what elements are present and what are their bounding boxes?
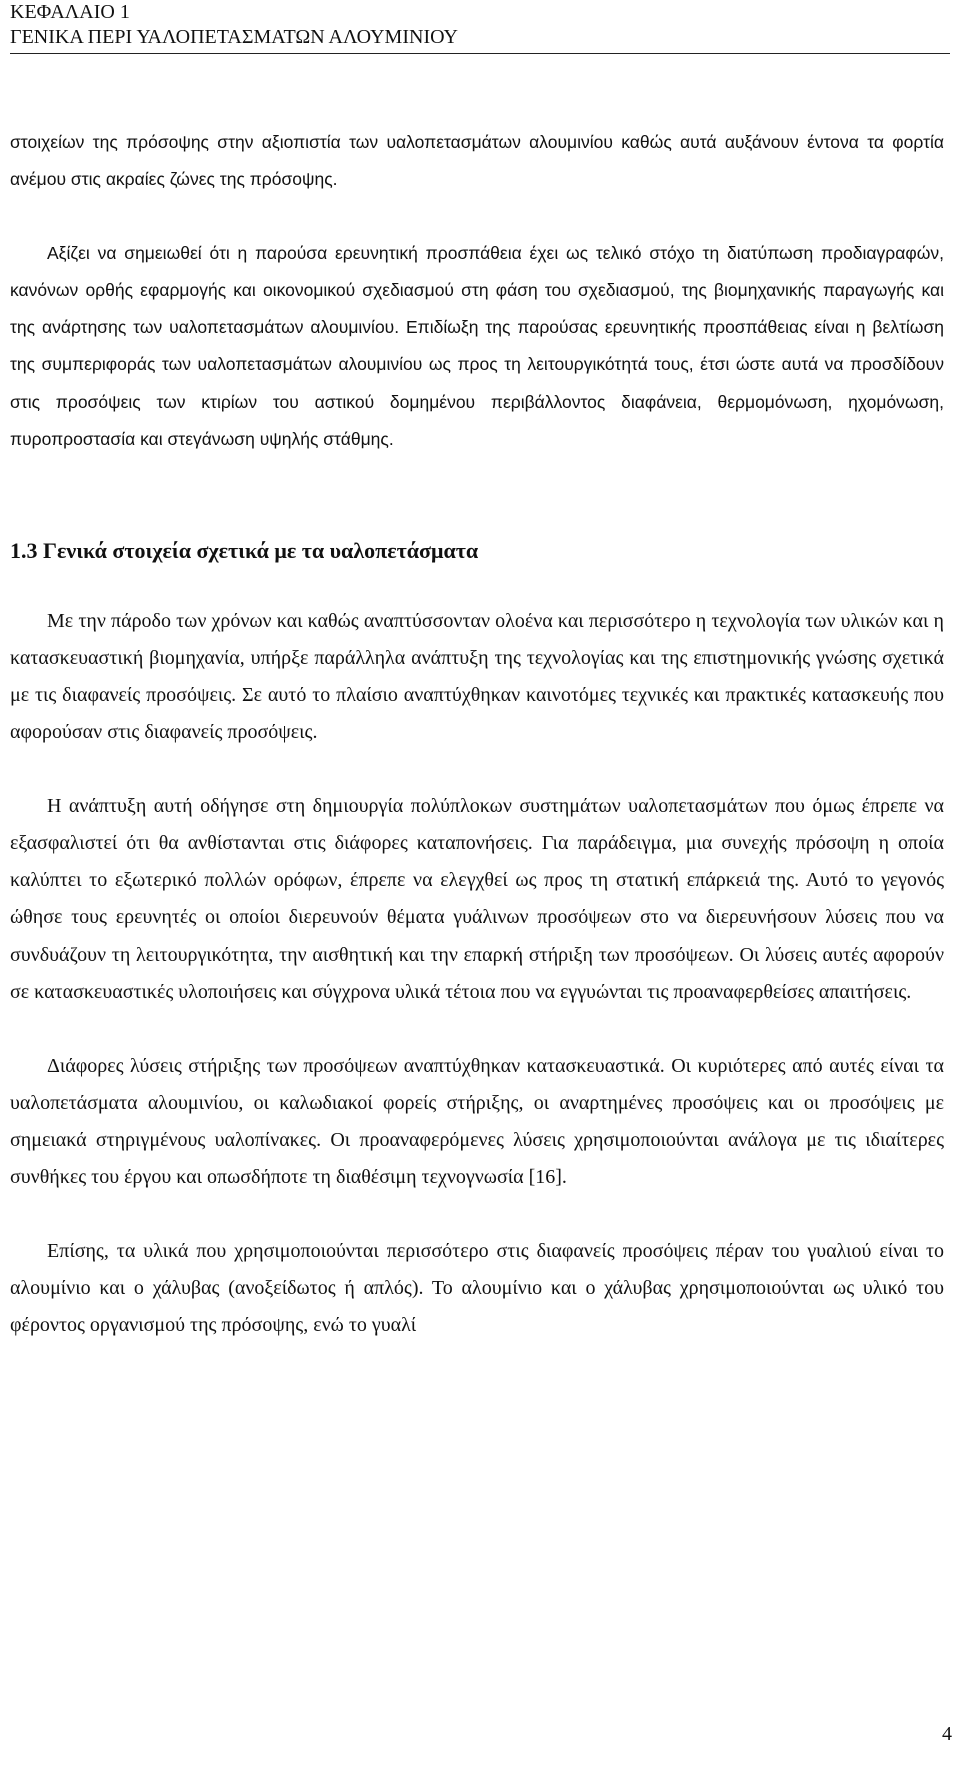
paragraph-3: Με την πάροδο των χρόνων και καθώς αναπτύσσονταν ολοένα και περισσότερο η τεχνολογία των υλικών και η κατασκευαστική βιομηχανία, υπήρξε παράλληλα ανάπτυξη της τεχνολογίας και της επιστημονικής γνώσης σχετικά με τις διαφανείς προσόψεις. Σε αυτό το πλαίσιο αναπτύχθηκαν καινοτόμες τεχνικές και πρακτικές κατασκευής που αφορούσαν στις διαφανείς προσόψεις. xyxy=(10,609,944,744)
paragraph-1: στοιχείων της πρόσοψης στην αξιοπιστία των υαλοπετασμάτων αλουμινίου καθώς αυτά αυξάνουν έντονα τα φορτία ανέμου στις ακραίες ζώνες της πρόσοψης. xyxy=(10,132,944,190)
paragraph-6: Επίσης, τα υλικά που χρησιμοποιούνται περισσότερο στις διαφανείς προσόψεις πέραν του γυαλιού είναι το αλουμίνιο και ο χάλυβας (ανοξείδωτος ή απλός). Το αλουμίνιο και ο χάλυβας χρησιμοποιούνται ως υλικό του φέροντος οργανισμού της πρόσοψης, ενώ το γυαλί xyxy=(10,1240,944,1337)
running-header xyxy=(10,0,458,50)
page-content xyxy=(10,124,944,1344)
paragraph-2: Αξίζει να σημειωθεί ότι η παρούσα ερευνητική προσπάθεια έχει ως τελικό στόχο τη διατύπωση προδιαγραφών, κανόνων ορθής εφαρμογής και οικονομικού σχεδιασμού στη φάση του σχεδιασμού, της βιομηχανικής παραγωγής και της ανάρτησης των υαλοπετασμάτων αλουμινίου. Επιδίωξη της παρούσας ερευνητικής προσπάθειας είναι η βελτίωση της συμπεριφοράς των υαλοπετασμάτων αλουμινίου ως προς τη λειτουργικότητά τους, έτσι ώστε αυτά να προσδίδουν στις προσόψεις των κτιρίων του αστικού δομημένου περιβάλλοντος διαφάνεια, θερμομόνωση, ηχομόνωση, πυροπροστασία και στεγάνωση υψηλής στάθμης. xyxy=(10,243,944,449)
header-divider xyxy=(10,53,950,54)
chapter-title: ΓΕΝΙΚΑ ΠΕΡΙ ΥΑΛΟΠΕΤΑΣΜΑΤΩΝ ΑΛΟΥΜΙΝΙΟΥ xyxy=(10,26,458,48)
paragraph-4: Η ανάπτυξη αυτή οδήγησε στη δημιουργία πολύπλοκων συστημάτων υαλοπετασμάτων που όμως έπρεπε να εξασφαλιστεί ότι θα ανθίστανται στις διάφορες καταπονήσεις. Για παράδειγμα, μια συνεχής πρόσοψη η οποία καλύπτει το εξωτερικό πολλών ορόφων, έπρεπε να ελεγχθεί ως προς τη στατική επάρκειά της. Αυτό το γεγονός ώθησε τους ερευνητές οι οποίοι διερευνούν θέματα γυάλινων προσόψεων στο να διερευνήσουν λύσεις που να συνδυάζουν τη λειτουργικότητα, την αισθητική και την επαρκή στήριξη των προσόψεων. Οι λύσεις αυτές αφορούν σε κατασκευαστικές υλοποιήσεις και σύγχρονα υλικά τέτοια που να εγγυώνται τις προαναφερθείσες απαιτήσεις. xyxy=(10,795,944,1003)
chapter-label: ΚΕΦΑΛΑΙΟ 1 xyxy=(10,1,130,23)
page-number: 4 xyxy=(942,1723,952,1745)
paragraph-5: Διάφορες λύσεις στήριξης των προσόψεων αναπτύχθηκαν κατασκευαστικά. Οι κυριότερες από αυτές είναι τα υαλοπετάσματα αλουμινίου, οι καλωδιακοί φορείς στήριξης, οι αναρτημένες προσόψεις και οι προσόψεις με σημειακά στηριγμένους υαλοπίνακες. Οι προαναφερόμενες λύσεις χρησιμοποιούνται ανάλογα με τις ιδιαίτερες συνθήκες του έργου και οπωσδήποτε τη διαθέσιμη τεχνογνωσία [16]. xyxy=(10,1054,944,1188)
section-heading: 1.3 Γενικά στοιχεία σχετικά με τα υαλοπετάσματα xyxy=(10,537,479,563)
